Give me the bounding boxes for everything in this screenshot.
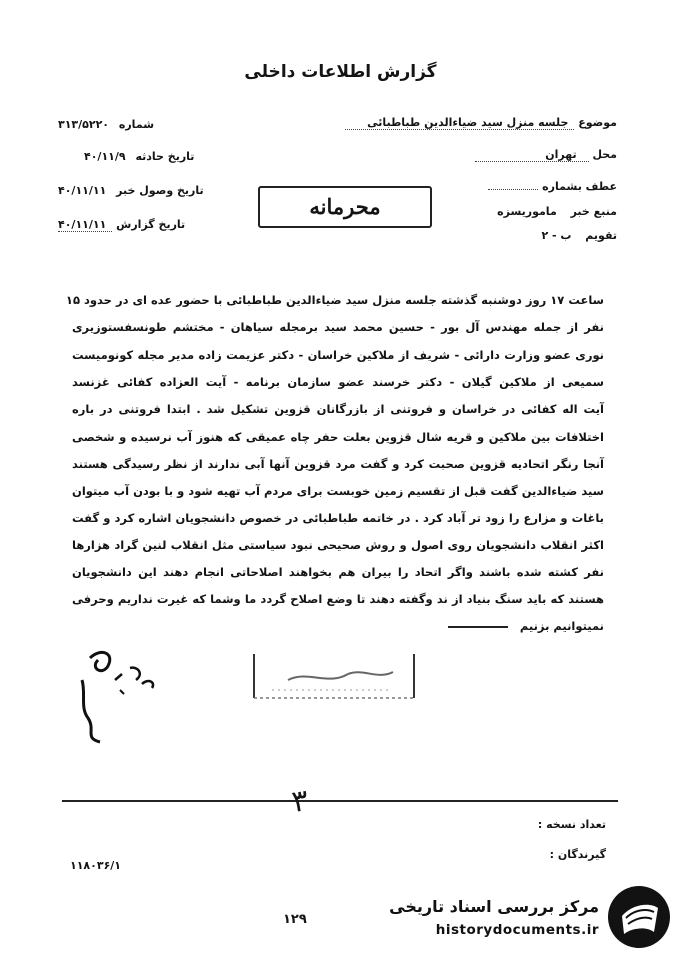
end-dash bbox=[448, 626, 508, 628]
body-line: باغات و مزارع را زود تر آباد کرد . در خاتمه طباطبائی در خصوص دانشجویان اشاره کرد و گفت bbox=[72, 511, 604, 525]
document-title: گزارش اطلاعات داخلی bbox=[244, 62, 437, 82]
reference-label: عطف بشماره bbox=[542, 180, 617, 193]
confidential-stamp bbox=[258, 186, 432, 228]
watermark-url[interactable]: historydocuments.ir bbox=[435, 922, 599, 938]
event-date-value: ۴۰/۱۱/۹ bbox=[84, 150, 126, 163]
evaluation-value: ب - ۲ bbox=[541, 229, 572, 242]
body-line: نفر از جمله مهندس آل بور - حسین محمد سید برمجله سیاهان - مختشم طونسفستوزیری bbox=[72, 320, 604, 334]
report-date-label: تاریخ گزارش bbox=[116, 218, 186, 231]
report-date-row bbox=[58, 218, 185, 231]
subject-label: موضوع bbox=[578, 116, 617, 129]
faint-stamp bbox=[248, 650, 420, 702]
history-documents-logo-icon bbox=[608, 886, 670, 948]
reference-dots bbox=[488, 189, 538, 190]
number-label: شماره bbox=[118, 118, 155, 131]
form-code: ۱۱۸۰۳۶/۱ bbox=[70, 859, 122, 872]
footer-divider bbox=[62, 800, 618, 802]
handwritten-signature bbox=[60, 638, 170, 748]
body-line: ساعت ۱۷ روز دوشنبه گذشته جلسه منزل سید ضیاءالدین طباطبائی با حضور عده ای در حدود ۱۵ bbox=[65, 293, 604, 307]
body-last-line bbox=[448, 619, 604, 633]
evaluation-row bbox=[541, 229, 617, 242]
page-number: ۱۲۹ bbox=[283, 912, 307, 927]
source-row bbox=[497, 205, 617, 218]
body-line: نفر کشته شده باشند واگر اتحاد را بیران هم بخواهند اصلاحاتی انجام دهند این دانشجویان bbox=[72, 565, 604, 579]
location-value: تهران bbox=[475, 148, 588, 162]
report-date-value: ۴۰/۱۱/۱۱ bbox=[58, 218, 112, 232]
subject-value: جلسه منزل سید ضیاءالدین طباطبائی bbox=[345, 116, 574, 130]
number-row bbox=[58, 118, 154, 131]
recipients-label: گیرندگان : bbox=[549, 848, 606, 861]
body-line: هستند که باید سنگ بنیاد از ند وگفته دهند تا وضع اصلاح گردد ما وشما که غیرت نداریم وحرفی bbox=[72, 592, 604, 606]
body-line: اکثر انقلاب دانشجویان روی اصول و روش صحیحی نبود سیاستی مثل انقلاب لنین گراد هزارها bbox=[72, 538, 604, 552]
number-value: ۳۱۳/۵۲۲۰ bbox=[58, 118, 110, 131]
body-line: سمیعی از ملاکین گیلان - دکتر خرسند عضو سازمان برنامه - آیت العزاده کفائی غزنسد bbox=[72, 375, 604, 389]
body-line: آنجا رنگر اتحادیه قزوین صحبت کرد و گفت مرد قزوین آنها آبی ندارند از نظر رسیدگی هستند bbox=[72, 457, 604, 471]
subject-row bbox=[345, 116, 617, 129]
receipt-date-label: تاریخ وصول خبر bbox=[116, 184, 204, 197]
stamp-text: محرمانه bbox=[309, 194, 381, 219]
body-line: نوری عضو وزارت دارائی - شریف از ملاکین خراسان - دکتر عزیمت زاده مدیر مجله کونومیست bbox=[72, 348, 604, 362]
reference-row bbox=[488, 180, 617, 193]
location-row bbox=[475, 148, 617, 161]
source-value: ماموریسزه bbox=[497, 205, 557, 218]
body-last-text: نمیتوانیم بزنیم bbox=[519, 619, 604, 633]
receipt-date-row bbox=[58, 184, 204, 197]
location-label: محل bbox=[592, 148, 617, 161]
handwritten-note: ۳ bbox=[289, 783, 311, 820]
body-line: سید ضیاءالدین گفت قبل از تقسیم زمین خوبست برای مردم آب تهیه شود و با بودن آب میتوان bbox=[72, 484, 604, 498]
body-line: آیت اله کفائی در خراسان و فروتنی از بازرگانان قزوین تشکیل شد . ابتدا فروتنی در باره bbox=[72, 402, 604, 416]
receipt-date-value: ۴۰/۱۱/۱۱ bbox=[58, 184, 107, 197]
watermark-title: مرکز بررسی اسناد تاریخی bbox=[389, 897, 599, 916]
evaluation-label: تقویم bbox=[585, 229, 617, 242]
event-date-label: تاریخ حادثه bbox=[135, 150, 195, 163]
body-line: اختلافات بین ملاکین و قریه شال قزوین بعلت حفر چاه عمیقی که هنوز آب نرسیده و شخصی bbox=[72, 430, 604, 444]
copies-label: تعداد نسخه : bbox=[537, 818, 606, 831]
source-label: منبع خبر bbox=[570, 205, 617, 218]
event-date-row bbox=[84, 150, 194, 163]
